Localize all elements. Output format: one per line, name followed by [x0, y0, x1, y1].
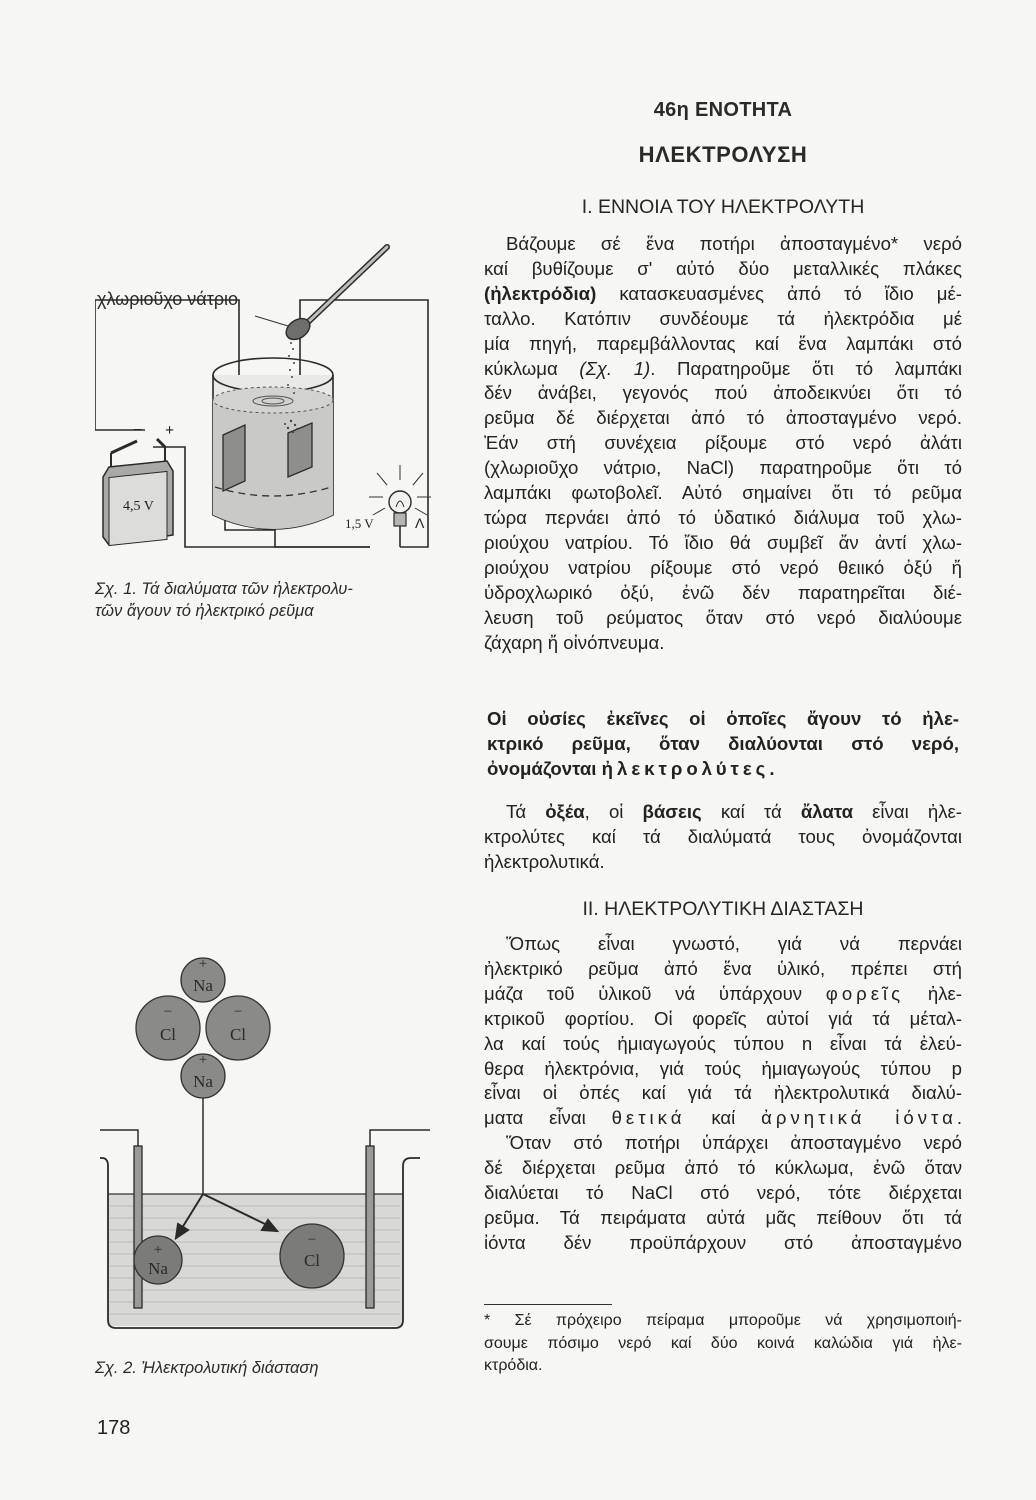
term-negative-ions: ἀρνητικά ἰόντα	[761, 1107, 957, 1129]
text-line: ταλλο. Κατόπιν συνδέουμε τά ἠλεκτρόδια μέ	[484, 307, 962, 329]
text-line: (ἠλεκτρόδια) κατασκευασμένες ἀπό τό ἴδιο μέ-	[484, 282, 962, 304]
term-electrolytes: ἠλεκτρολύτες	[601, 757, 770, 779]
footnote	[484, 1310, 962, 1378]
text-line: καί βυθίζουμε σ' αὐτό δύο μεταλλικές πλάκες	[484, 257, 962, 279]
term-carriers: φορεῖς	[825, 982, 905, 1004]
dissociation-illustration	[100, 948, 430, 1338]
ion-cl-label: Cl	[159, 1025, 177, 1044]
text-line: ὀνομάζονται ἠλεκτρολύτες.	[487, 757, 775, 779]
section-2-title: II. ΗΛΕΚΤΡΟΛΥΤΙΚΗ ΔΙΑΣΤΑΣΗ	[582, 898, 864, 920]
ion-charge-plus: +	[153, 1242, 163, 1258]
figure-2-dissociation	[100, 948, 430, 1338]
figure-reference: (Σχ. 1)	[579, 357, 651, 379]
text-line: κτρόδια.	[484, 1357, 543, 1374]
term-positive: θετικά	[611, 1107, 686, 1129]
text-line: κύκλωμα (Σχ. 1). Παρατηροῦμε ὅτι τό λαμπάκι	[484, 357, 962, 379]
text-line: Τά ὀξέα, οἱ βάσεις καί τά ἄλατα εἶναι ἠλε-	[506, 801, 962, 822]
term-salts: ἄλατα	[800, 801, 854, 822]
text-line: τώρα περνάει ἀπό τό ὑδατικό διάλυμα τοῦ χλω-	[484, 506, 962, 528]
text-line: κτρικό ρεῦμα, ὅταν διαλύονται στό νερό,	[487, 732, 959, 754]
ion-na-label: Na	[193, 1072, 213, 1091]
text-line: θερα ἠλεκτρόνια, γιά τούς ἡμιαγωγούς τύπου p	[484, 1057, 962, 1079]
term-bases: βάσεις	[642, 801, 702, 822]
text-line: δέ διέρχεται ρεῦμα ἀπό τό κύκλωμα, ἐνῶ ὅταν	[484, 1157, 962, 1179]
electrode-right-icon	[288, 423, 312, 477]
electrode-left-icon	[223, 425, 245, 491]
text-line: Ἐάν στή συνέχεια ρίξουμε στό νερό ἀλάτι	[484, 432, 962, 454]
ion-na-label: Na	[148, 1259, 168, 1278]
text-line: εἶναι οἱ ὀπές καί γιά τά ἠλεκτρολυτικά διαλύ-	[484, 1082, 962, 1104]
text-line: μία πηγή, παρεμβάλλοντας καί ἕνα λαμπάκι στό	[484, 332, 962, 354]
text-line: μάζα τοῦ ὑλικοῦ νά ὑπάρχουν φορεῖς ἠλε-	[484, 982, 962, 1004]
lamp-label: Λ	[415, 515, 425, 531]
figure-2-caption: Σχ. 2. Ἠλεκτρολυτική διάσταση	[95, 1359, 319, 1377]
text-line: Βάζουμε σέ ἕνα ποτήρι ἀποσταγμένο* νερό	[506, 233, 962, 254]
text-line: ρεῦμα δέ διέρχεται ἀπό τό ἀποσταγμένο νερό.	[484, 407, 962, 429]
text-line: ἠλεκτρολυτικά.	[484, 850, 605, 872]
ion-charge-plus: +	[198, 1052, 208, 1068]
text-line: διαλύεται τό NaCl στό νερό, τότε διέρχεται	[484, 1182, 962, 1204]
battery-plus: +	[165, 422, 175, 439]
text-line: λαμπάκι φωτοβολεῖ. Αὐτό σημαίνει ὅτι τό ρεῦμα	[484, 482, 962, 504]
ion-charge-plus: +	[198, 956, 208, 972]
figure-1-circuit	[95, 225, 440, 555]
section-2-paragraph-1	[484, 932, 962, 1256]
term-acids: ὀξέα	[545, 801, 585, 822]
footnote-divider	[484, 1304, 612, 1305]
ion-charge-minus: −	[307, 1232, 317, 1248]
text-line: ρεῦμα. Τά πειράματα αὐτά μᾶς πείθουν ὅτι τά	[484, 1206, 962, 1228]
battery-minus: −	[133, 422, 143, 439]
term-electrodes: (ἠλεκτρόδια)	[484, 282, 597, 304]
battery-voltage: 4,5 V	[123, 499, 154, 514]
text-line: ριούχου νατρίου. Τό ἴδιο θά συμβεῖ ἄν ἀντί χλω-	[484, 531, 962, 553]
label-leader-line	[255, 316, 288, 326]
battery-icon	[103, 422, 174, 546]
ion-charge-minus: −	[233, 1004, 243, 1020]
section-1-paragraph-2	[484, 800, 962, 875]
text-line: ἰόντα δέν προϋπάρχουν στό ἀποσταγμένο	[484, 1231, 962, 1253]
text-line: Ὅπως εἶναι γνωστό, γιά νά περνάει	[506, 933, 962, 954]
ion-cl-label: Cl	[303, 1251, 321, 1270]
ion-na-label: Na	[193, 976, 213, 995]
text-line: ἠλεκτρικό ρεῦμα ἀπό ἕνα ὑλικό, πρέπει στή	[484, 957, 962, 979]
lamp-voltage: 1,5 V	[345, 516, 374, 531]
text-line: κτρικοῦ φορτίου. Οἱ φορεῖς αὐτοί γιά τά μέταλ-	[484, 1007, 962, 1029]
text-line: Οἱ οὐσίες ἐκεῖνες οἱ ὁποῖες ἄγουν τό ἠλε-	[487, 708, 959, 729]
text-line: ζάχαρη ἤ οἰνόπνευμα.	[484, 631, 665, 653]
lamp-icon	[345, 465, 431, 547]
text-line: ὑδροχλωρικό ὀξύ, ἐνῶ δέν παρατηρεῖται διέ-	[484, 581, 962, 603]
text-line: λευση τοῦ ρεύματος ὅταν στό νερό διαλύουμε	[484, 606, 962, 628]
ion-cl-label: Cl	[229, 1025, 247, 1044]
unit-title: 46η ΕΝΟΤΗΤΑ	[653, 99, 793, 121]
spoon-icon	[282, 247, 387, 344]
text-line: σουμε πόσιμο νερό καί δύο κοινά καλώδια γιά ἠλε-	[484, 1334, 962, 1352]
page-number: 178	[97, 1417, 131, 1439]
section-1-paragraph-1	[484, 232, 962, 655]
text-line: κτρολύτες καί τά διαλύματά τους ὀνομάζονται	[484, 825, 962, 847]
section-1-title: I. ΕΝΝΟΙΑ ΤΟΥ ΗΛΕΚΤΡΟΛΥΤΗ	[581, 196, 865, 218]
text-line: (χλωριοῦχο νάτριο, NaCl) παρατηροῦμε ὅτι τό	[484, 457, 962, 479]
text-line: λα καί τούς ἡμιαγωγούς τύπου n εἶναι τά ἐλεύ-	[484, 1032, 962, 1054]
definition-electrolytes	[487, 707, 959, 782]
text-line: Ὅταν στό ποτήρι ὑπάρχει ἀποσταγμένο νερό	[506, 1132, 962, 1154]
text-line: ματα εἶναι θετικά καί ἀρνητικά ἰόντα.	[484, 1107, 962, 1129]
text-line: ριούχου νατρίου ρίξουμε στό νερό θειικό ὀξύ ἤ	[484, 556, 962, 578]
figure-1-caption: Σχ. 1. Τά διαλύματα τῶν ἠλεκτρολυ- τῶν ἄγουν τό ἠλεκτρικό ρεῦμα	[95, 580, 353, 620]
text-line: * Σέ πρόχειρο πείραμα μποροῦμε νά χρησιμοποιή-	[484, 1312, 962, 1329]
text-line: δέν ἀνάβει, γεγονός πού ἀποδεικνύει ὅτι τό	[484, 382, 962, 404]
salt-label: χλωριοῦχο νάτριο	[97, 289, 239, 309]
chapter-title: ΗΛΕΚΤΡΟΛΥΣΗ	[638, 142, 808, 167]
circuit-illustration	[95, 225, 440, 555]
ion-charge-minus: −	[163, 1004, 173, 1020]
